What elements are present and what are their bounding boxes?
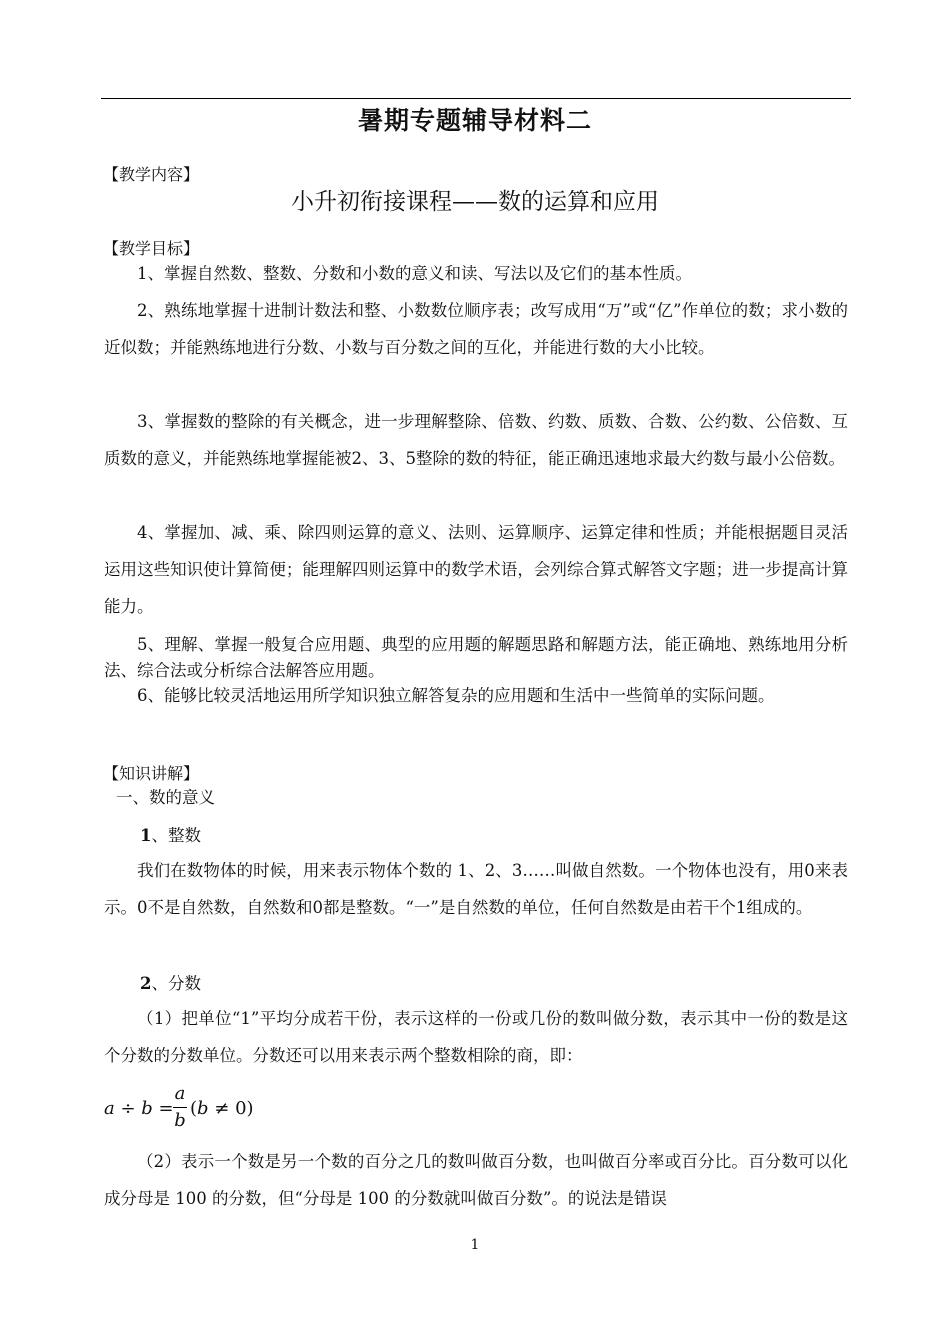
formula-paren-open: ( <box>190 1098 198 1119</box>
goal-5: 5、理解、掌握一般复合应用题、典型的应用题的解题思路和解题方法，能正确地、熟练地用分析法、综合法或分析综合法解答应用题。 <box>104 635 848 680</box>
subheading-fractions-number: 2 <box>140 974 152 993</box>
document-title: 暑期专题辅导材料二 <box>357 106 592 135</box>
goal-6: 6、能够比较灵活地运用所学知识独立解答复杂的应用题和生活中一些简单的实际问题。 <box>137 686 775 705</box>
subheading-fractions <box>140 970 201 994</box>
subheading-integers <box>140 822 201 846</box>
formula-denominator: b <box>174 1110 186 1131</box>
subheading-integers-label: 、整数 <box>151 826 201 845</box>
page-number: 1 <box>470 1237 480 1253</box>
formula-neq-zero: ≠ 0) <box>208 1098 254 1119</box>
percent-paragraph: （2）表示一个数是另一个数的百分之几的数叫做百分数，也叫做百分率或百分比。百分数可以化成分母是 100 的分数，但“分母是 100 的分数就叫做百分数”。的说法是错误 <box>104 1152 848 1208</box>
formula-lhs: a ÷ b = <box>104 1098 174 1119</box>
subheading-integers-number: 1 <box>140 826 152 845</box>
fractions-paragraph: （1）把单位“1”平均分成若干份，表示这样的一份或几份的数叫做分数，表示其中一份的数是这个分数的分数单位。分数还可以用来表示两个整数相除的商，即： <box>104 1009 848 1065</box>
teaching-content-tag: 【教学内容】 <box>103 165 200 184</box>
section-heading-meaning: 一、数的意义 <box>116 788 215 807</box>
header-rule <box>101 98 851 99</box>
subheading-fractions-label: 、分数 <box>151 974 201 993</box>
formula-var-b: b <box>197 1098 209 1119</box>
integers-paragraph: 我们在数物体的时候，用来表示物体个数的 1、2、3……叫做自然数。一个物体也没有，用0来表示。0不是自然数，自然数和0都是整数。“一”是自然数的单位，任何自然数是由若干个1组成的。 <box>104 861 848 917</box>
teaching-goals-tag: 【教学目标】 <box>103 239 200 258</box>
knowledge-tag: 【知识讲解】 <box>103 764 200 783</box>
goal-2: 2、熟练地掌握十进制计数法和整、小数数位顺序表；改写成用“万”或“亿”作单位的数；求小数的近似数；并能熟练地进行分数、小数与百分数之间的互化，并能进行数的大小比较。 <box>104 301 848 357</box>
formula-condition <box>190 1098 254 1119</box>
goal-1: 1、掌握自然数、整数、分数和小数的意义和读、写法以及它们的基本性质。 <box>137 264 692 283</box>
goal-3: 3、掌握数的整除的有关概念，进一步理解整除、倍数、约数、质数、合数、公约数、公倍数、互质数的意义，并能熟练地掌握能被2、3、5整除的数的特征，能正确迅速地求最大约数与最小公倍数。 <box>104 412 848 468</box>
formula-numerator: a <box>174 1083 186 1104</box>
course-subtitle: 小升初衔接课程——数的运算和应用 <box>291 189 659 215</box>
goal-4: 4、掌握加、减、乘、除四则运算的意义、法则、运算顺序、运算定律和性质；并能根据题目灵活运用这些知识使计算简便；能理解四则运算中的数学术语，会列综合算式解答文字题；进一步提高计算能力。 <box>104 523 848 616</box>
fraction-bar <box>173 1107 187 1108</box>
formula-fraction <box>172 1082 188 1133</box>
